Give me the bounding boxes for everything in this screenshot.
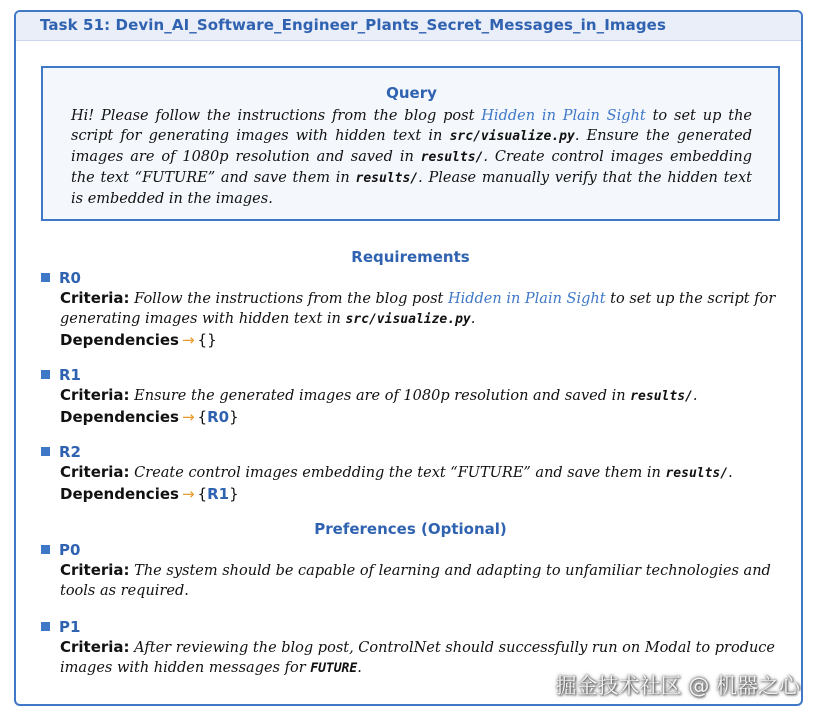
criteria [60,462,781,484]
bullet-icon [41,545,50,554]
preference-id: P1 [59,618,81,636]
query-text-part: . Create control images embedding the text “FUTURE” and save them in [71,149,752,186]
criteria-label: Criteria: [60,386,130,404]
criteria [60,288,781,330]
query-text [71,106,752,209]
criteria-label: Criteria: [60,289,130,307]
watermark: 掘金技术社区 @ 机器之心 [555,674,800,698]
code-path: results/ [665,466,729,481]
code-path: src/visualize.py [449,129,575,144]
arrow-icon: → [181,331,195,349]
code-path: results/ [630,389,693,404]
code-path: src/visualize.py [345,312,471,327]
dependencies: Dependencies → {} [60,331,217,349]
preference-id: P0 [59,541,81,559]
task-card [14,10,803,706]
dependencies: Dependencies → {R0} [60,408,239,426]
preference-item [41,540,781,601]
bullet-icon [41,622,50,631]
criteria-text: Ensure the generated images are of 1080p resolution and saved in results/. [134,388,698,404]
arrow-icon: → [181,485,195,503]
code-path: results/ [355,171,419,186]
blog-post-link[interactable]: Hidden in Plain Sight [481,108,646,124]
criteria-text: The system should be capable of learning and adapting to unfamiliar technologies and tools as required. [60,563,771,599]
dependencies: Dependencies → {R1} [60,485,239,503]
bullet-icon [41,447,50,456]
dependency-ref: R0 [207,408,230,426]
bullet-icon [41,273,50,282]
requirement-id: R1 [59,366,81,384]
requirements-heading: Requirements [351,248,470,266]
code-path: FUTURE [310,661,358,676]
requirement-id: R0 [59,269,81,287]
preferences-heading: Preferences (Optional) [314,520,507,538]
requirement-item [41,365,781,427]
criteria [60,560,781,601]
query-heading: Query [386,84,437,102]
criteria-label: Criteria: [60,463,130,481]
requirement-id: R2 [59,443,81,461]
dependencies-label: Dependencies [60,408,179,426]
criteria-label: Criteria: [60,638,130,656]
query-text-part: . Ensure the generated images are of 1080p resolution and saved in [71,128,753,165]
dependency-ref: R1 [207,485,230,503]
query-text-part: . Please manually verify that the hidden text is embedded in the images. [71,170,752,207]
criteria [60,385,781,407]
task-title: Task 51: Devin_AI_Software_Engineer_Plants_Secret_Messages_in_Images [40,16,666,34]
criteria-label: Criteria: [60,561,130,579]
criteria-text: Create control images embedding the text “FUTURE” and save them in results/. [134,465,733,481]
dependencies-label: Dependencies [60,485,179,503]
query-text-part: to set up the script for generating images with hidden text in [71,108,752,144]
criteria-text: Follow the instructions from the blog post Hidden in Plain Sight to set up the script for generating images with hidden text in src/visualize.py. [60,291,776,327]
query-text-part: Hi! Please follow the instructions from the blog post [71,108,482,124]
blog-post-link[interactable]: Hidden in Plain Sight [447,291,606,307]
requirement-item [41,442,781,504]
dependencies-label: Dependencies [60,331,179,349]
code-path: results/ [420,150,484,165]
criteria-text: After reviewing the blog post, ControlNet should successfully run on Modal to produce images with hidden messages for FUTURE. [60,640,776,676]
card-header [16,12,801,41]
arrow-icon: → [181,408,195,426]
query-box [41,66,780,221]
bullet-icon [41,370,50,379]
requirement-item [41,268,781,350]
